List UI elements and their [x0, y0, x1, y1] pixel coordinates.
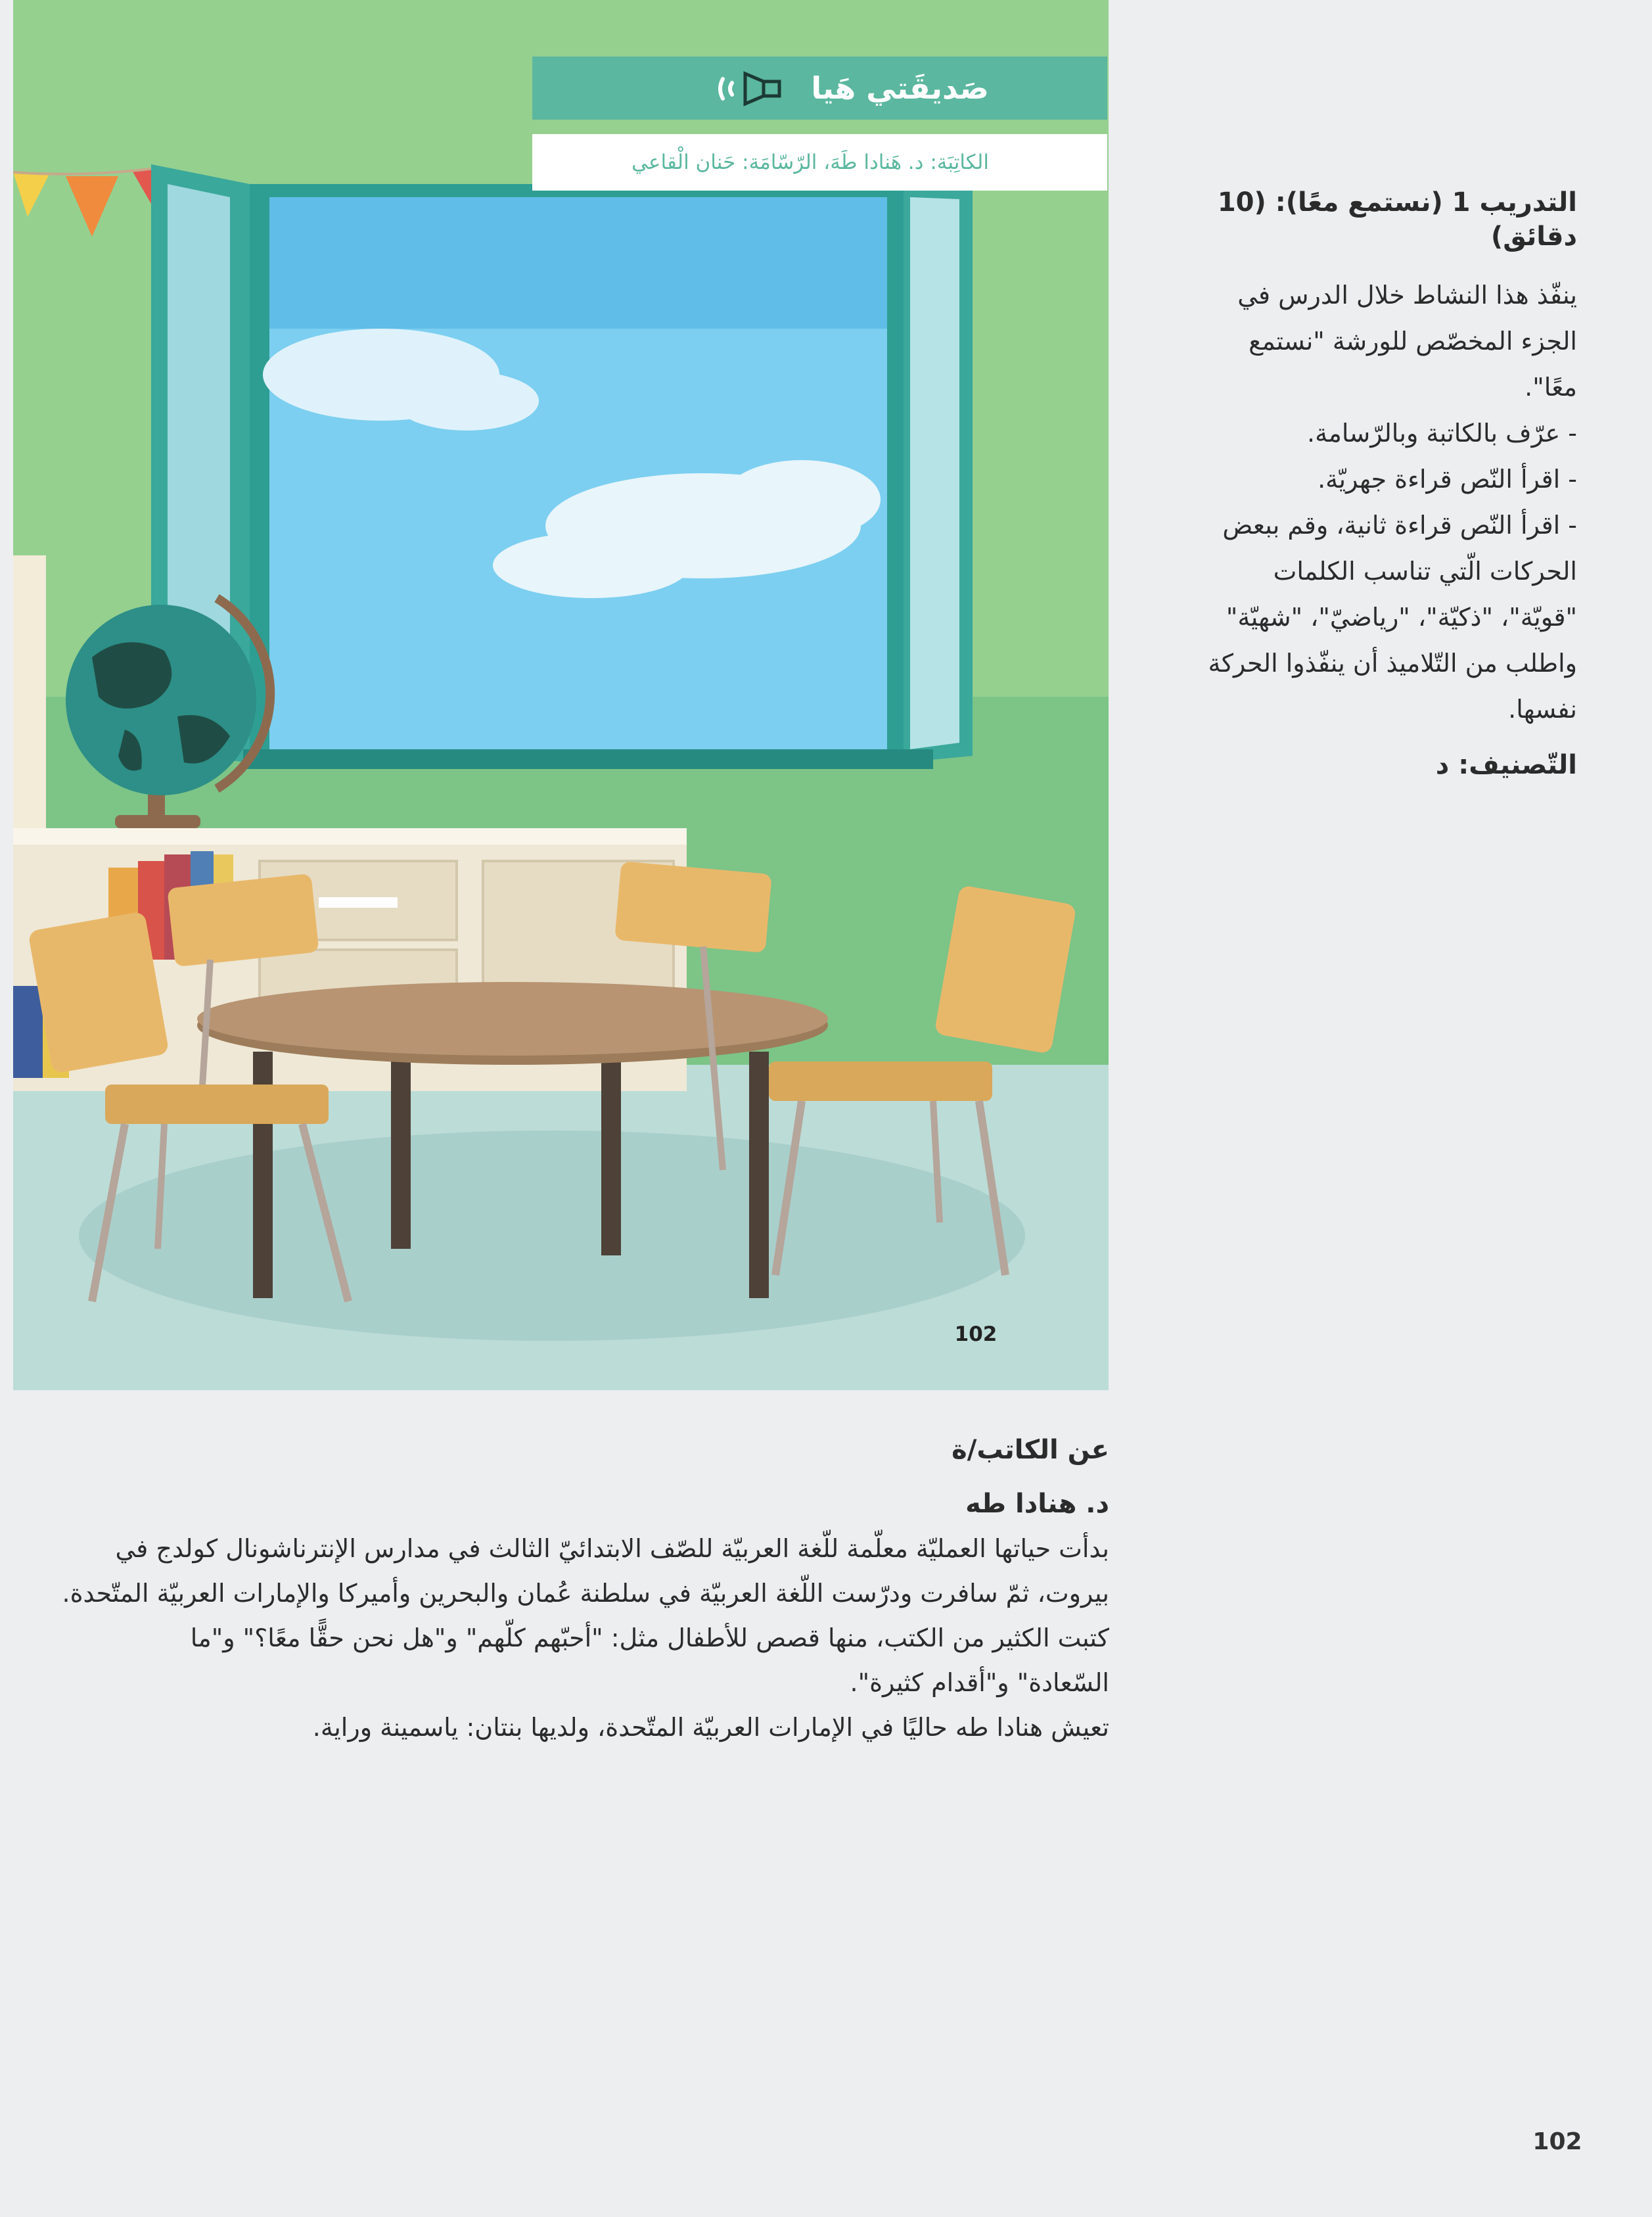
author-name: د. هنادا طه [965, 1489, 1109, 1519]
rug [79, 1131, 1025, 1341]
credits-text: الكاتِبَة: د. هَنادا طَهَ، الرّسّامَة: حَنان الْقاعي [631, 151, 989, 174]
about-author-heading: عن الكاتب/ة [952, 1435, 1109, 1465]
about-author-section [20, 1433, 1109, 1750]
illustration-page-number: 102 [954, 1322, 998, 1346]
bio-line: بيروت، ثمّ سافرت ودرّست اللّغة العربيّة في سلطنة عُمان والبحرين وأميركا والإمارات العربيّة المتّحدة. [62, 1579, 1109, 1608]
instruction-line: الجزء المخصّص للورشة "نستمع [1249, 327, 1577, 356]
window [151, 164, 973, 769]
story-credits [532, 134, 1107, 191]
bio-line: كتبت الكثير من الكتب، منها قصص للأطفال مثل: "أحبّهم كلّهم" و"هل نحن حقًّا معًا؟" و"ما [190, 1623, 1109, 1652]
instruction-line: "قويّة"، "ذكيّة"، "رياضيّ"، "شهيّة" [1226, 603, 1577, 632]
instruction-line: معًا". [1525, 373, 1577, 402]
activity-body [1157, 272, 1577, 732]
activity-heading: التدريب 1 (نستمع معًا): (10 دقائق) [1217, 187, 1577, 252]
instruction-line: واطلب من التّلاميذ أن ينفّذوا الحركة [1208, 649, 1577, 678]
wall-panel [13, 555, 46, 831]
story-title: صَديقَتي هَيا [811, 70, 989, 106]
story-illustration [13, 0, 1109, 1390]
story-title-banner [532, 57, 1107, 120]
author-bio [20, 1526, 1109, 1750]
classification: التّصنيف: د [1435, 750, 1577, 780]
bio-line: بدأت حياتها العمليّة معلّمة للّغة العربيّة للصّف الابتدائيّ الثالث في مدارس الإنترناشونال كولدج في [115, 1534, 1109, 1563]
speaker-icon[interactable] [714, 66, 786, 112]
instruction-line: ينفّذ هذا النشاط خلال الدرس في [1237, 281, 1577, 310]
instruction-line: - اقرأ النّص قراءة جهريّة. [1318, 465, 1577, 494]
teacher-instructions [1157, 185, 1577, 782]
instruction-line: نفسها. [1508, 695, 1577, 724]
bio-line: تعيش هنادا طه حاليًا في الإمارات العربيّة المتّحدة، ولديها بنتان: ياسمينة وراية. [312, 1713, 1109, 1742]
instruction-line: - عرّف بالكاتبة وبالرّسامة. [1307, 419, 1577, 448]
instruction-line: الحركات الّتي تناسب الكلمات [1273, 557, 1577, 586]
bio-line: السّعادة" و"أقدام كثيرة". [850, 1668, 1109, 1697]
page-number: 102 [1532, 2128, 1582, 2155]
instruction-line: - اقرأ النّص قراءة ثانية، وقم ببعض [1222, 511, 1577, 540]
